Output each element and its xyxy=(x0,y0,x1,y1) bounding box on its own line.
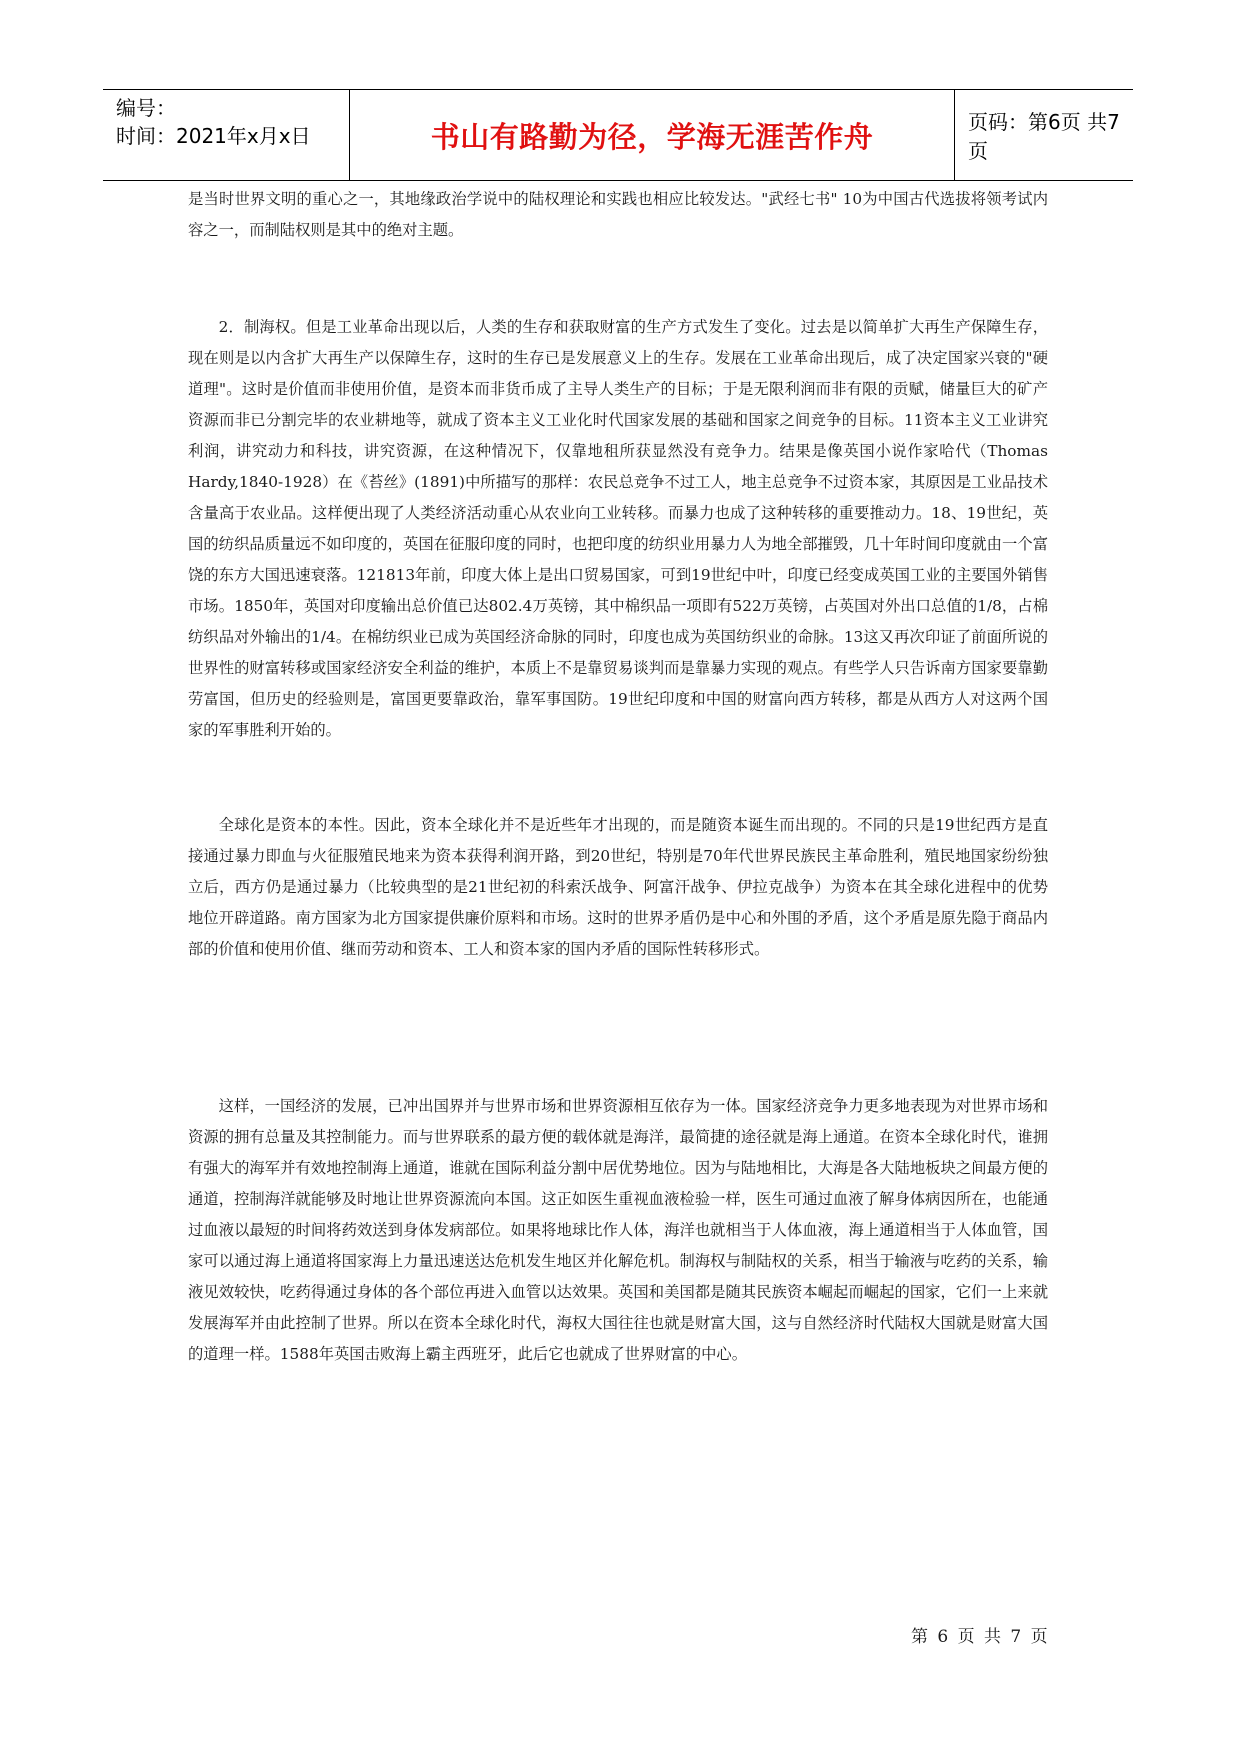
header-page-label: 页码：第6页 共7页 xyxy=(968,110,1120,163)
paragraph-4: 这样，一国经济的发展，已冲出国界并与世界市场和世界资源相互依存为一体。国家经济竞争力更多地表现为对世界市场和资源的拥有总量及其控制能力。而与世界联系的最方便的载体就是海洋，最简捷的途径就是海上通道。在资本全球化时代，谁拥有强大的海军并有效地控制海上通道，谁就在国际利益分割中居优势地位。因为与陆地相比，大海是各大陆地板块之间最方便的通道，控制海洋就能够及时地让世界资源流向本国。这正如医生重视血液检验一样，医生可通过血液了解身体病因所在，也能通过血液以最短的时间将药效送到身体发病部位。如果将地球比作人体，海洋也就相当于人体血液，海上通道相当于人体血管，国家可以通过海上通道将国家海上力量迅速送达危机发生地区并化解危机。制海权与制陆权的关系，相当于输液与吃药的关系，输液见效较快，吃药得通过身体的各个部位再进入血管以达效果。英国和美国都是随其民族资本崛起而崛起的国家，它们一上来就发展海军并由此控制了世界。所以在资本全球化时代，海权大国往往也就是财富大国，这与自然经济时代陆权大国就是财富大国的道理一样。1588年英国击败海上霸主西班牙，此后它也就成了世界财富的中心。 xyxy=(188,1097,1048,1363)
paragraph-2: 2．制海权。但是工业革命出现以后，人类的生存和获取财富的生产方式发生了变化。过去是以简单扩大再生产保障生存，现在则是以内含扩大再生产以保障生存，这时的生存已是发展意义上的生存。发展在工业革命出现后，成了决定国家兴衰的"硬道理"。这时是价值而非使用价值，是资本而非货币成了主导人类生产的目标；于是无限利润而非有限的贡赋，储量巨大的矿产资源而非已分割完毕的农业耕地等，就成了资本主义工业化时代国家发展的基础和国家之间竞争的目标。11资本主义工业讲究利润，讲究动力和科技，讲究资源，在这种情况下，仅靠地租所获显然没有竞争力。结果是像英国小说作家哈代（Thomas Hardy,1840-1928）在《苔丝》(1891)中所描写的那样：农民总竞争不过工人，地主总竞争不过资本家，其原因是工业品技术含量高于农业品。这样便出现了人类经济活动重心从农业向工业转移。而暴力也成了这种转移的重要推动力。18、19世纪，英国的纺织品质量远不如印度的，英国在征服印度的同时，也把印度的纺织业用暴力人为地全部摧毁，几十年时间印度就由一个富饶的东方大国迅速衰落。121813年前，印度大体上是出口贸易国家，可到19世纪中叶，印度已经变成英国工业的主要国外销售市场。1850年，英国对印度输出总价值已达802.4万英镑，其中棉织品一项即有522万英镑，占英国对外出口总值的1/8，占棉纺织品对外输出的1/4。在棉纺织业已成为英国经济命脉的同时，印度也成为英国纺织业的命脉。13这又再次印证了前面所说的世界性的财富转移或国家经济安全利益的维护，本质上不是靠贸易谈判而是靠暴力实现的观点。有些学人只告诉南方国家要靠勤劳富国，但历史的经验则是，富国更要靠政治，靠军事国防。19世纪印度和中国的财富向西方转移，都是从西方人对这两个国家的军事胜利开始的。 xyxy=(188,318,1048,739)
header-motto-cell xyxy=(349,90,955,180)
page-header xyxy=(103,89,1133,181)
section-globalization xyxy=(188,810,1048,965)
paragraph-1: 是当时世界文明的重心之一，其地缘政治学说中的陆权理论和实践也相应比较发达。"武经七书" 10为中国古代选拔将领考试内容之一，而制陆权则是其中的绝对主题。 xyxy=(188,190,1048,239)
header-info xyxy=(116,94,311,150)
paragraph-continuation xyxy=(188,184,1048,246)
number-label: 编号： xyxy=(116,96,176,120)
section-sea-power xyxy=(188,312,1048,746)
section-economy xyxy=(188,1091,1048,1370)
paragraph-3: 全球化是资本的本性。因此，资本全球化并不是近些年才出现的，而是随资本诞生而出现的。不同的只是19世纪西方是直接通过暴力即血与火征服殖民地来为资本获得利润开路，到20世纪，特别是70年代世界民族民主革命胜利，殖民地国家纷纷独立后，西方仍是通过暴力（比较典型的是21世纪初的科索沃战争、阿富汗战争、伊拉克战争）为资本在其全球化进程中的优势地位开辟道路。南方国家为北方国家提供廉价原料和市场。这时的世界矛盾仍是中心和外围的矛盾，这个矛盾是原先隐于商品内部的价值和使用价值、继而劳动和资本、工人和资本家的国内矛盾的国际性转移形式。 xyxy=(188,816,1048,958)
header-motto: 书山有路勤为径，学海无涯苦作舟 xyxy=(430,119,874,154)
time-label: 时间：2021年x月x日 xyxy=(116,124,311,148)
page-footer: 第 6 页 共 7 页 xyxy=(911,1627,1050,1647)
